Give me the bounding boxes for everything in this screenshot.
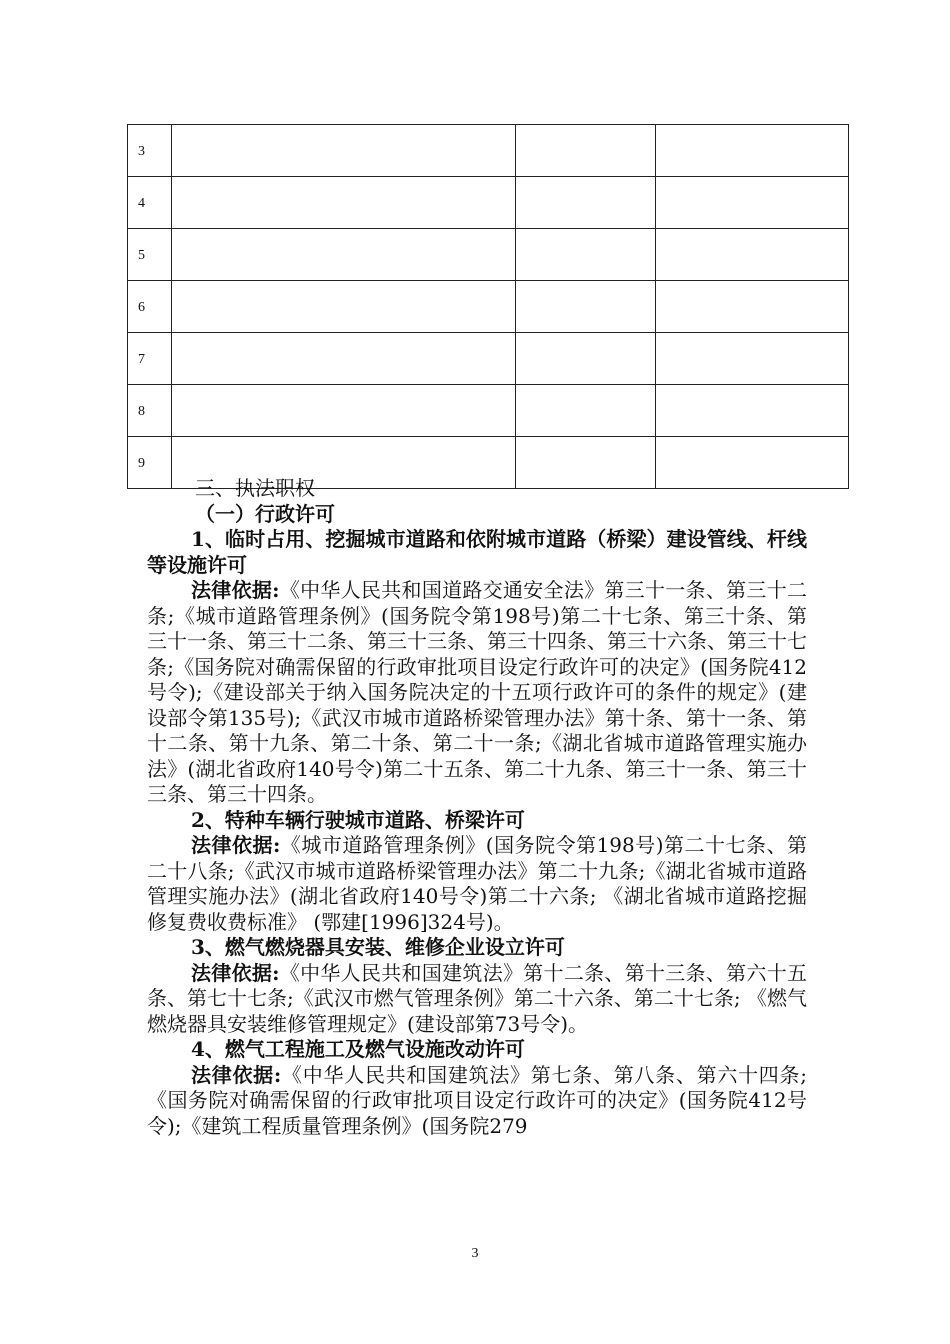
item-3-basis [147, 961, 807, 1038]
table-row [128, 281, 849, 333]
table-cell [656, 385, 849, 437]
legal-basis-label: 法律依据: [191, 960, 280, 985]
table-cell [656, 281, 849, 333]
row-number-cell: 5 [128, 229, 172, 281]
table-row [128, 125, 849, 177]
table-cell [516, 125, 656, 177]
table-cell [656, 229, 849, 281]
table-cell [172, 177, 516, 229]
item-2-basis [147, 833, 807, 935]
table-cell [656, 333, 849, 385]
item-4-title: 4、燃气工程施工及燃气设施改动许可 [191, 1037, 525, 1061]
legal-basis-text: 《城市道路管理条例》(国务院令第198号)第二十七条、第二十八条;《武汉市城市道路桥梁管理办法》第二十九条;《湖北省城市道路管理实施办法》(湖北省政府140号令)第二十六条; 《湖北省城市道路挖掘修复费收费标准》 (鄂建[1996]324号)。 [147, 833, 808, 934]
table-cell [516, 229, 656, 281]
table-cell [172, 333, 516, 385]
table-cell [516, 333, 656, 385]
subsection-heading: （一）行政许可 [195, 501, 335, 526]
item-3-title: 3、燃气燃烧器具安装、维修企业设立许可 [191, 935, 565, 959]
item-1-title: 1、临时占用、挖掘城市道路和依附城市道路（桥梁）建设管线、杆线等设施许可 [147, 527, 807, 577]
legal-basis-label: 法律依据: [191, 578, 280, 602]
body-text [147, 476, 807, 1139]
table-row [128, 385, 849, 437]
item-1-basis [147, 578, 807, 808]
row-number-cell: 8 [128, 385, 172, 437]
table-cell [516, 281, 656, 333]
row-number-cell: 9 [128, 437, 172, 489]
row-number-cell: 6 [128, 281, 172, 333]
table-cell [172, 229, 516, 281]
legal-basis-label: 法律依据: [191, 833, 281, 857]
data-table [127, 124, 849, 489]
table-cell [172, 125, 516, 177]
table-cell [516, 177, 656, 229]
table-cell [656, 177, 849, 229]
legal-basis-text: 《中华人民共和国建筑法》第七条、第八条、第六十四条; 《国务院对确需保留的行政审批项目设定行政许可的决定》(国务院412号令);《建筑工程质量管理条例》(国务院279 [147, 1062, 807, 1138]
row-number-cell: 3 [128, 125, 172, 177]
page-number: 3 [471, 1246, 479, 1261]
item-4-basis [147, 1063, 807, 1140]
table-row [128, 177, 849, 229]
legal-basis-text: 《中华人民共和国建筑法》第十二条、第十三条、第六十五条、第七十七条;《武汉市燃气管理条例》第二十六条、第二十七条; 《燃气燃烧器具安装维修管理规定》(建设部第73号令)。 [147, 960, 807, 1036]
item-2-title: 2、特种车辆行驶城市道路、桥梁许可 [191, 807, 525, 832]
table-cell [172, 385, 516, 437]
table-cell [172, 281, 516, 333]
row-number-cell: 4 [128, 177, 172, 229]
table-row [128, 229, 849, 281]
row-number-cell: 7 [128, 333, 172, 385]
table-cell [656, 125, 849, 177]
legal-basis-text: 《中华人民共和国道路交通安全法》第三十一条、第三十二条;《城市道路管理条例》(国务院令第198号)第二十七条、第三十条、第三十一条、第三十二条、第三十三条、第三十四条、第三十六条、第三十七条;《国务院对确需保留的行政审批项目设定行政许可的决定》(国务院412号令);《建设部关于纳入国务院决定的十五项行政许可的条件的规定》(建设部令第135号);《武汉市城市道路桥梁管理办法》第十条、第十一条、第十二条、第十九条、第二十条、第二十一条;《湖北省城市道路管理实施办法》(湖北省政府140号令)第二十五条、第二十九条、第三十一条、第三十三条、第三十四条。 [147, 578, 807, 806]
legal-basis-label: 法律依据: [191, 1062, 282, 1087]
table-row [128, 333, 849, 385]
section-heading: 三、执法职权 [195, 476, 315, 500]
table-cell [516, 385, 656, 437]
